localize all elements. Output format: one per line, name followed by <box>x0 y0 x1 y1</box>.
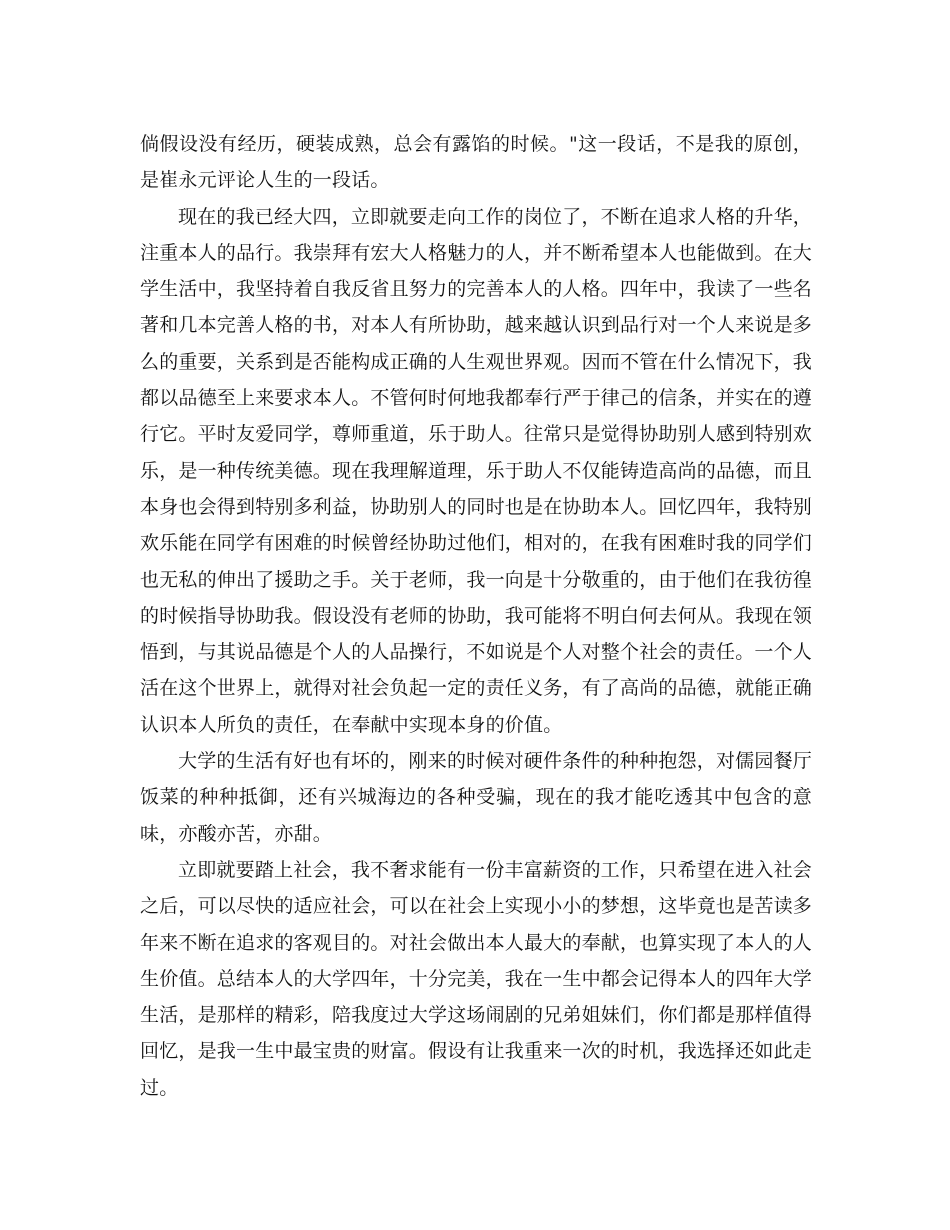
document-body <box>140 126 812 1106</box>
paragraph-1: 倘假设没有经历，硬装成熟，总会有露馅的时候。"这一段话，不是我的原创，是崔永元评论人生的一段话。 <box>140 133 812 192</box>
paragraph-3: 大学的生活有好也有坏的，刚来的时候对硬件条件的种种抱怨，对儒园餐厅饭菜的种种抵御，还有兴城海边的各种受骗，现在的我才能吃透其中包含的意味，亦酸亦苦，亦甜。 <box>140 750 812 845</box>
paragraph-2: 现在的我已经大四，立即就要走向工作的岗位了，不断在追求人格的升华，注重本人的品行。我崇拜有宏大人格魅力的人，并不断希望本人也能做到。在大学生活中，我坚持着自我反省且努力的完善本人的人格。四年中，我读了一些名著和几本完善人格的书，对本人有所协助，越来越认识到品行对一个人来说是多么的重要，关系到是否能构成正确的人生观世界观。因而不管在什么情况下，我都以品德至上来要求本人。不管何时何地我都奉行严于律己的信条，并实在的遵行它。平时友爱同学，尊师重道，乐于助人。往常只是觉得协助别人感到特别欢乐，是一种传统美德。现在我理解道理，乐于助人不仅能铸造高尚的品德，而且本身也会得到特别多利益，协助别人的同时也是在协助本人。回忆四年，我特别欢乐能在同学有困难的时候曾经协助过他们，相对的，在我有困难时我的同学们也无私的伸出了援助之手。关于老师，我一向是十分敬重的，由于他们在我彷徨的时候指导协助我。假设没有老师的协助，我可能将不明白何去何从。我现在领悟到，与其说品德是个人的人品操行，不如说是个人对整个社会的责任。一个人活在这个世界上，就得对社会负起一定的责任义务，有了高尚的品德，就能正确认识本人所负的责任，在奉献中实现本身的价值。 <box>140 205 813 736</box>
paragraph-4: 立即就要踏上社会，我不奢求能有一份丰富薪资的工作，只希望在进入社会之后，可以尽快的适应社会，可以在社会上实现小小的梦想，这毕竟也是苦读多年来不断在追求的客观目的。对社会做出本人最大的奉献，也算实现了本人的人生价值。总结本人的大学四年，十分完美，我在一生中都会记得本人的四年大学生活，是那样的精彩，陪我度过大学这场闹剧的兄弟姐妹们，你们都是那样值得回忆，是我一生中最宝贵的财富。假设有让我重来一次的时机，我选择还如此走过。 <box>140 858 813 1099</box>
